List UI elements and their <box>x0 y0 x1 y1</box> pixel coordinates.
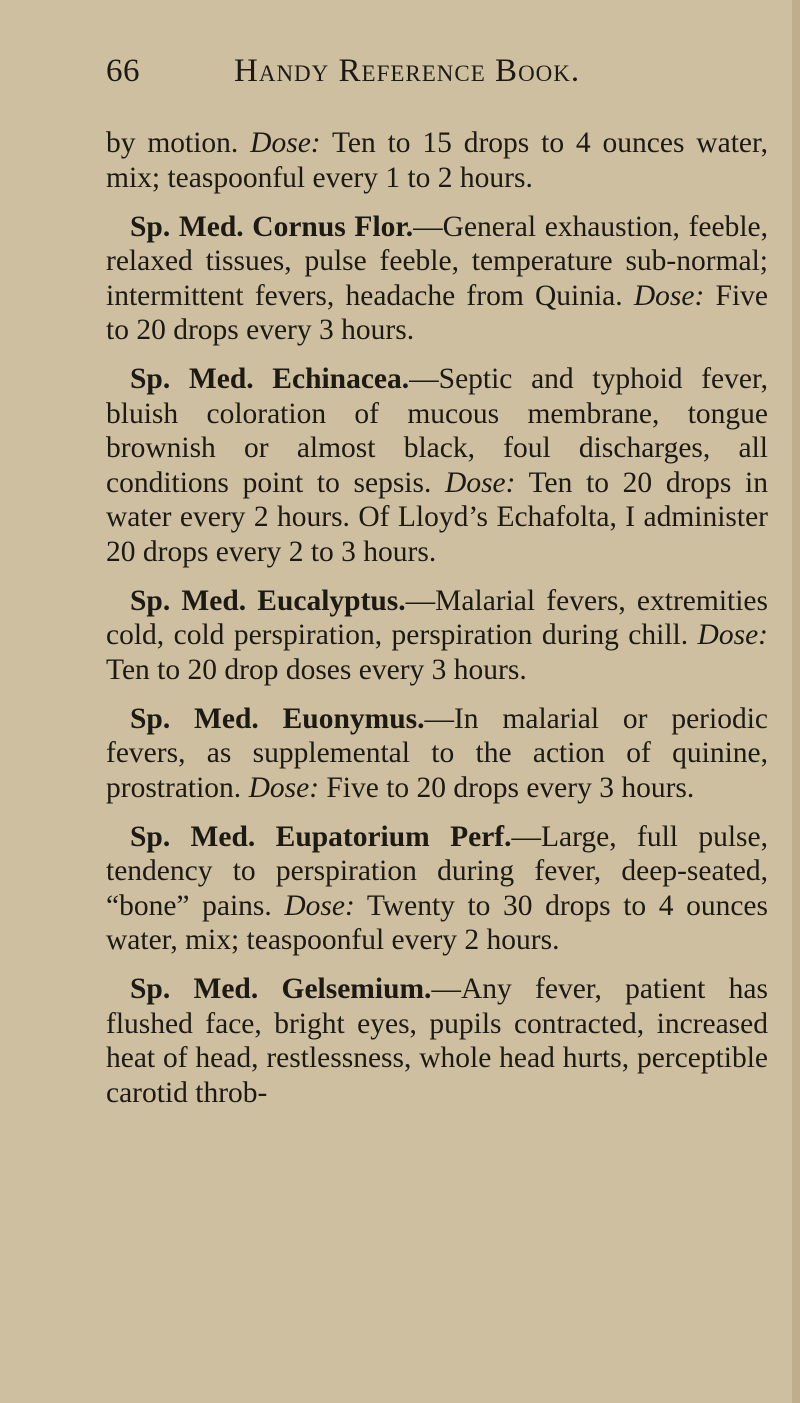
entry-extra: Of Lloyd’s Echafolta, I administer 20 drops every 2 to 3 hours. <box>106 501 768 568</box>
dose-label: Dose: <box>250 127 321 159</box>
entry-echinacea <box>106 362 768 569</box>
dose-label: Dose: <box>697 619 768 651</box>
entry-eupatorium-perf <box>106 820 768 958</box>
page-body <box>106 126 768 1125</box>
dose-label: Dose: <box>633 279 705 312</box>
entry-term: Sp. Med. Eucalyptus. <box>130 584 406 617</box>
dose-label: Dose: <box>248 771 320 804</box>
entry-term: Sp. Med. Gelsemium. <box>130 973 432 1005</box>
entry-term: Sp. Med. Eupatorium Perf. <box>130 820 512 853</box>
entry-description: —Septic and typhoid fever, bluish coloration of mucous membrane, tongue brownish or almost black, foul discharges, all conditions point to sepsis. <box>106 363 769 499</box>
continued-paragraph <box>106 126 768 195</box>
entry-description: —In malarial or periodic fevers, as supplemental to the action of quinine, prostration. <box>106 702 768 804</box>
entry-description: —General exhaustion, feeble, relaxed tissues, pulse feeble, temperature sub-normal; intermittent fevers, headache from Quinia. <box>106 210 769 312</box>
page-edge-shadow <box>792 0 800 1403</box>
dose-label: Dose: <box>284 889 355 922</box>
dose-text: Five to 20 drops every 3 hours. <box>106 279 768 346</box>
dose-text: Twenty to 30 drops to 4 ounces water, mix; teaspoonful every 2 hours. <box>106 889 768 956</box>
continued-text: by motion. <box>106 127 251 159</box>
page-header <box>106 50 766 92</box>
entry-euonymus <box>106 702 768 806</box>
entry-term: Sp. Med. Euonymus. <box>130 702 425 735</box>
dose-text: Ten to 15 drops to 4 ounces water, mix; teaspoonful every 1 to 2 hours. <box>106 127 769 194</box>
entry-description: —Malarial fevers, extremities cold, cold perspiration, perspiration during chill. <box>106 584 768 651</box>
entry-term: Sp. Med. Echinacea. <box>130 363 410 395</box>
dose-label: Dose: <box>445 466 516 499</box>
entry-gelsemium <box>106 972 768 1110</box>
entry-term: Sp. Med. Cornus Flor. <box>130 210 414 243</box>
running-head: Handy Reference Book. <box>234 53 581 89</box>
dose-text: Five to 20 drops every 3 hours. <box>319 771 695 804</box>
dose-text: Ten to 20 drops in water every 2 hours. <box>106 466 769 533</box>
entry-eucalyptus <box>106 584 768 688</box>
entry-description: —Large, full pulse, tendency to perspiration during fever, deep-seated, “bone” pains. <box>106 820 768 922</box>
entry-cornus-flor <box>106 210 768 348</box>
dose-text: Ten to 20 drop doses every 3 hours. <box>106 653 527 686</box>
entry-description: —Any fever, patient has flushed face, bright eyes, pupils contracted, increased heat of head, restlessness, whole head hurts, perceptible carotid throb- <box>106 973 768 1109</box>
page-number: 66 <box>106 53 140 89</box>
